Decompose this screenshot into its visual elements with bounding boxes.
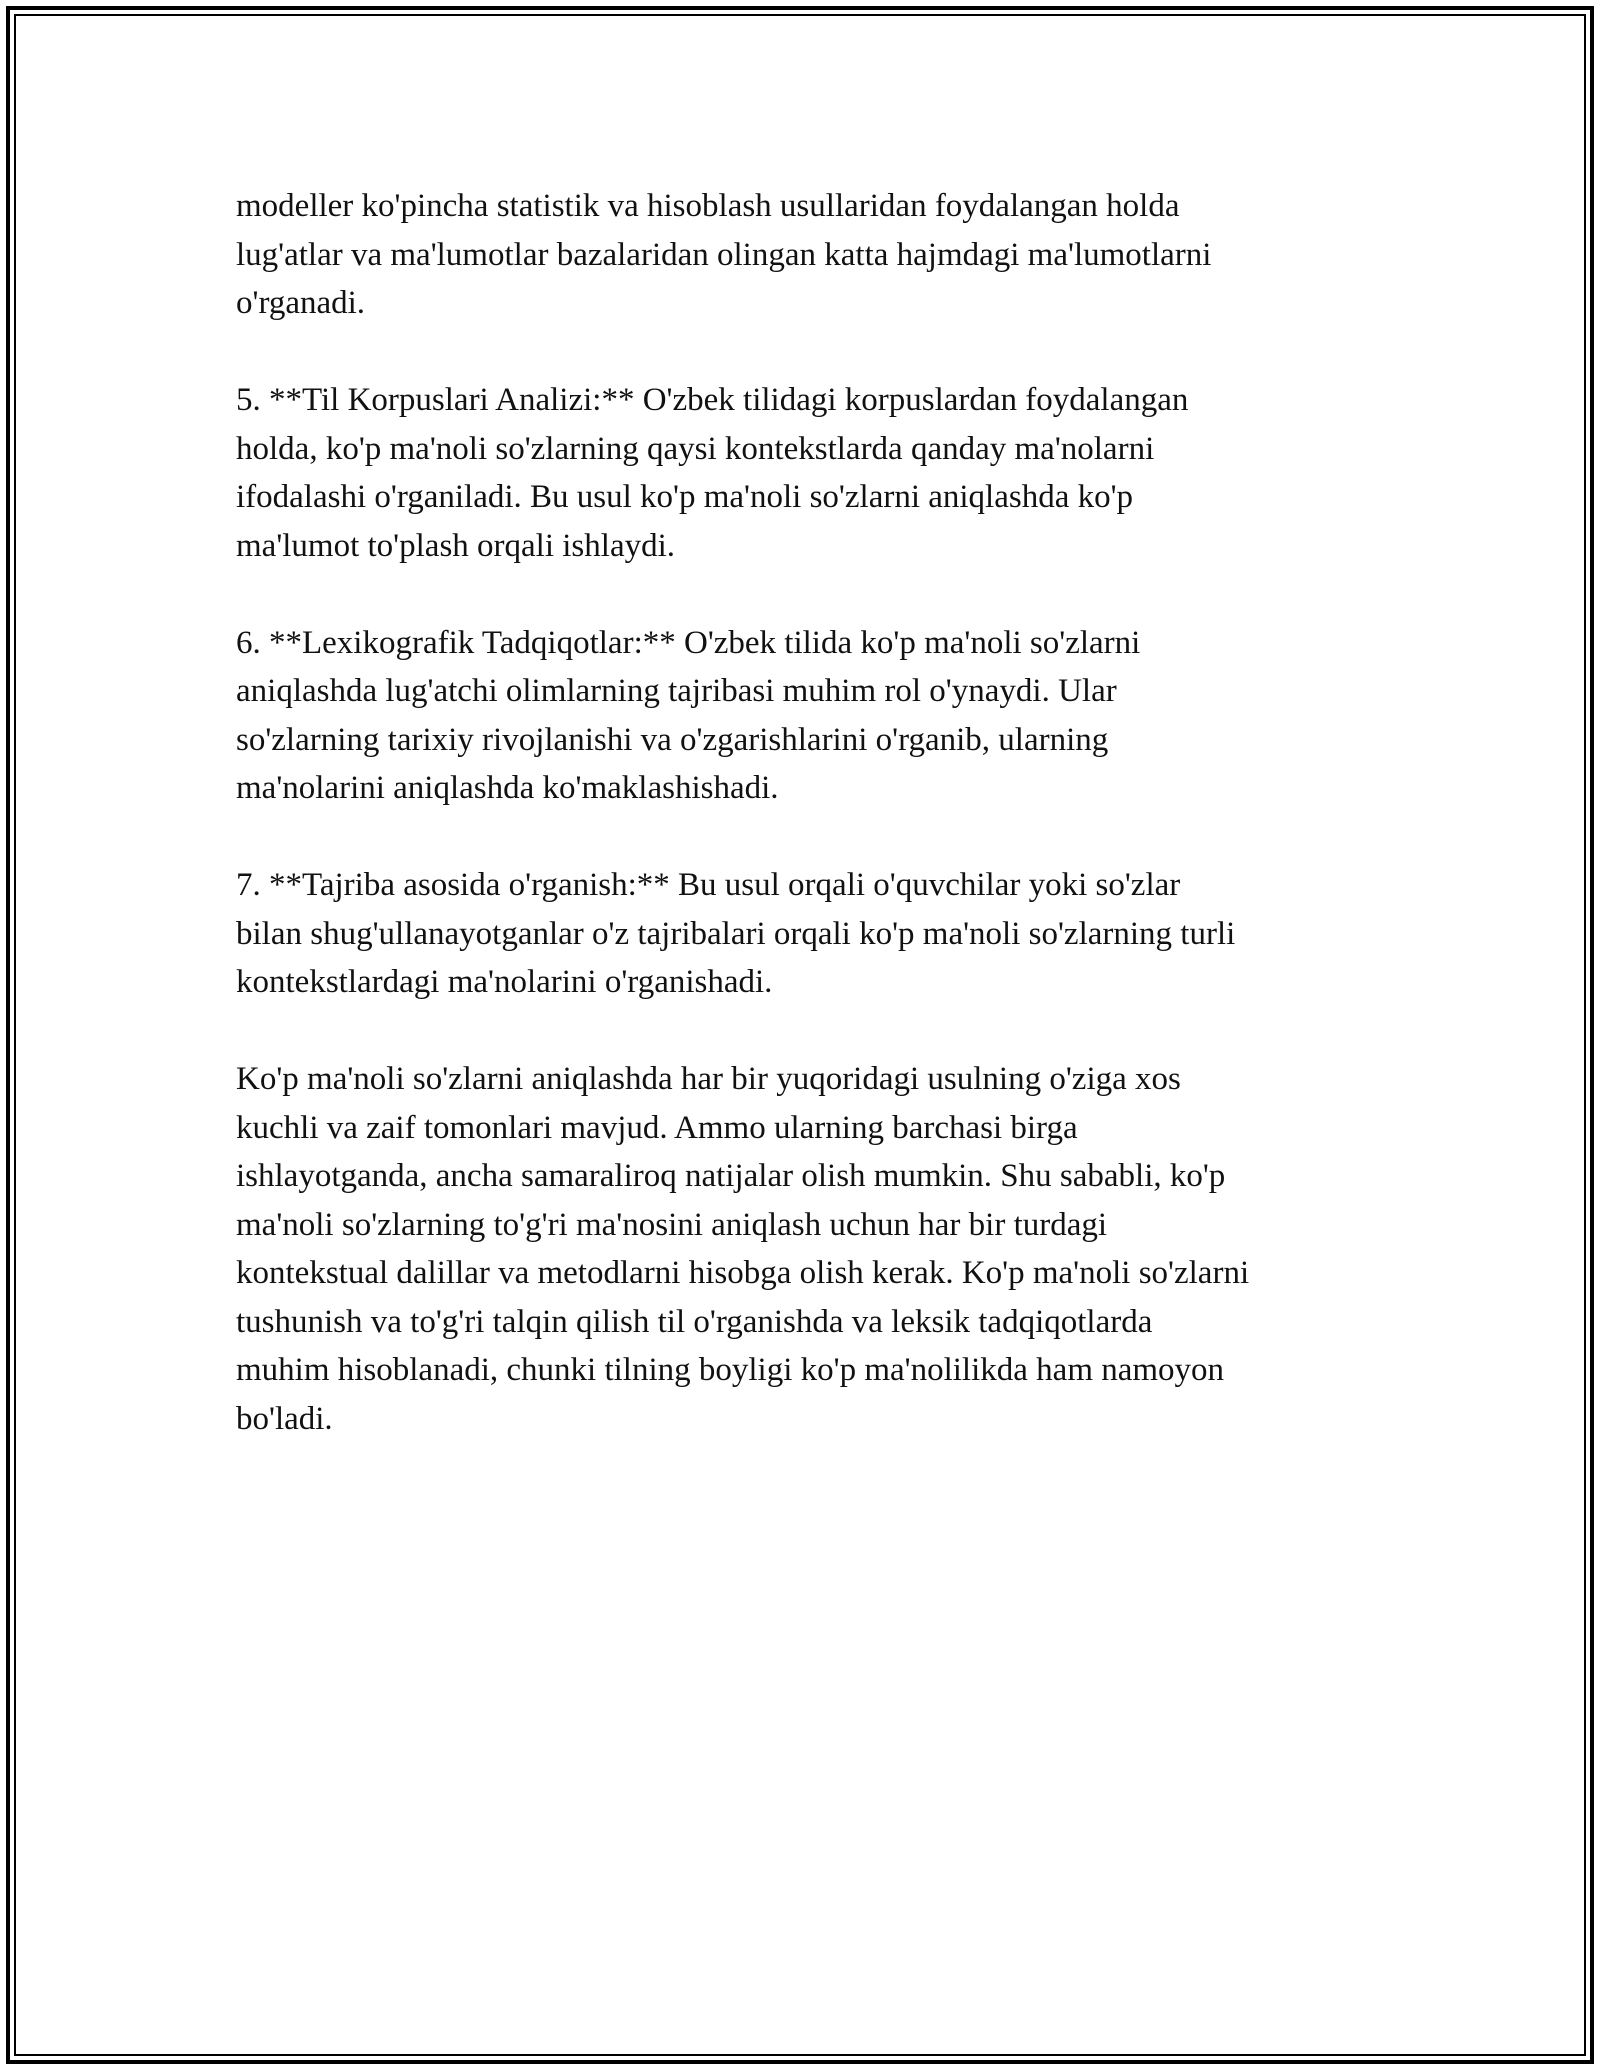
- document-body: [236, 182, 1366, 1492]
- text-line: kontekstlardagi ma'nolarini o'rganishadi.: [236, 964, 773, 1000]
- paragraph-conclusion: [236, 1055, 1366, 1443]
- text-line: 7. **Tajriba asosida o'rganish:** Bu usul orqali o'quvchilar yoki so'zlar: [236, 867, 1181, 903]
- text-line: ma'nolarini aniqlashda ko'maklashishadi.: [236, 770, 779, 806]
- text-line: so'zlarning tarixiy rivojlanishi va o'zgarishlarini o'rganib, ularning: [236, 721, 1109, 758]
- text-line: 5. **Til Korpuslari Analizi:** O'zbek tilidagi korpuslardan foydalangan: [236, 382, 1189, 418]
- text-line: kuchli va zaif tomonlari mavjud. Ammo ularning barchasi birga: [236, 1109, 1078, 1146]
- text-line: ishlayotganda, ancha samaraliroq natijalar olish mumkin. Shu sababli, ko'p: [236, 1158, 1226, 1194]
- text-line: holda, ko'p ma'noli so'zlarning qaysi kontekstlarda qanday ma'nolarni: [236, 430, 1155, 467]
- paragraph-item-6: [236, 619, 1366, 813]
- text-line: muhim hisoblanadi, chunki tilning boyligi ko'p ma'nolilikda ham namoyon: [236, 1352, 1225, 1388]
- text-line: modeller ko'pincha statistik va hisoblash usullaridan foydalangan holda: [236, 188, 1180, 224]
- text-line: ma'noli so'zlarning to'g'ri ma'nosini aniqlash uchun har bir turdagi: [236, 1206, 1108, 1243]
- text-line: Ko'p ma'noli so'zlarni aniqlashda har bir yuqoridagi usulning o'ziga xos: [236, 1061, 1181, 1097]
- text-line: tushunish va to'g'ri talqin qilish til o'rganishda va leksik tadqiqotlarda: [236, 1303, 1153, 1340]
- text-line: ifodalashi o'rganiladi. Bu usul ko'p ma'noli so'zlarni aniqlashda ko'p: [236, 479, 1134, 515]
- text-line: bilan shug'ullanayotganlar o'z tajribalari orqali ko'p ma'noli so'zlarning turli: [236, 915, 1236, 952]
- paragraph-continuation: [236, 182, 1366, 328]
- text-line: ma'lumot to'plash orqali ishlaydi.: [236, 527, 676, 564]
- paragraph-item-7: [236, 861, 1366, 1007]
- text-line: 6. **Lexikografik Tadqiqotlar:** O'zbek tilida ko'p ma'noli so'zlarni: [236, 624, 1141, 661]
- text-line: lug'atlar va ma'lumotlar bazalaridan olingan katta hajmdagi ma'lumotlarni: [236, 236, 1212, 273]
- text-line: o'rganadi.: [236, 285, 366, 321]
- text-line: bo'ladi.: [236, 1400, 333, 1437]
- paragraph-item-5: [236, 376, 1366, 570]
- text-line: aniqlashda lug'atchi olimlarning tajribasi muhim rol o'ynaydi. Ular: [236, 673, 1117, 709]
- text-line: kontekstual dalillar va metodlarni hisobga olish kerak. Ko'p ma'noli so'zlarni: [236, 1255, 1250, 1291]
